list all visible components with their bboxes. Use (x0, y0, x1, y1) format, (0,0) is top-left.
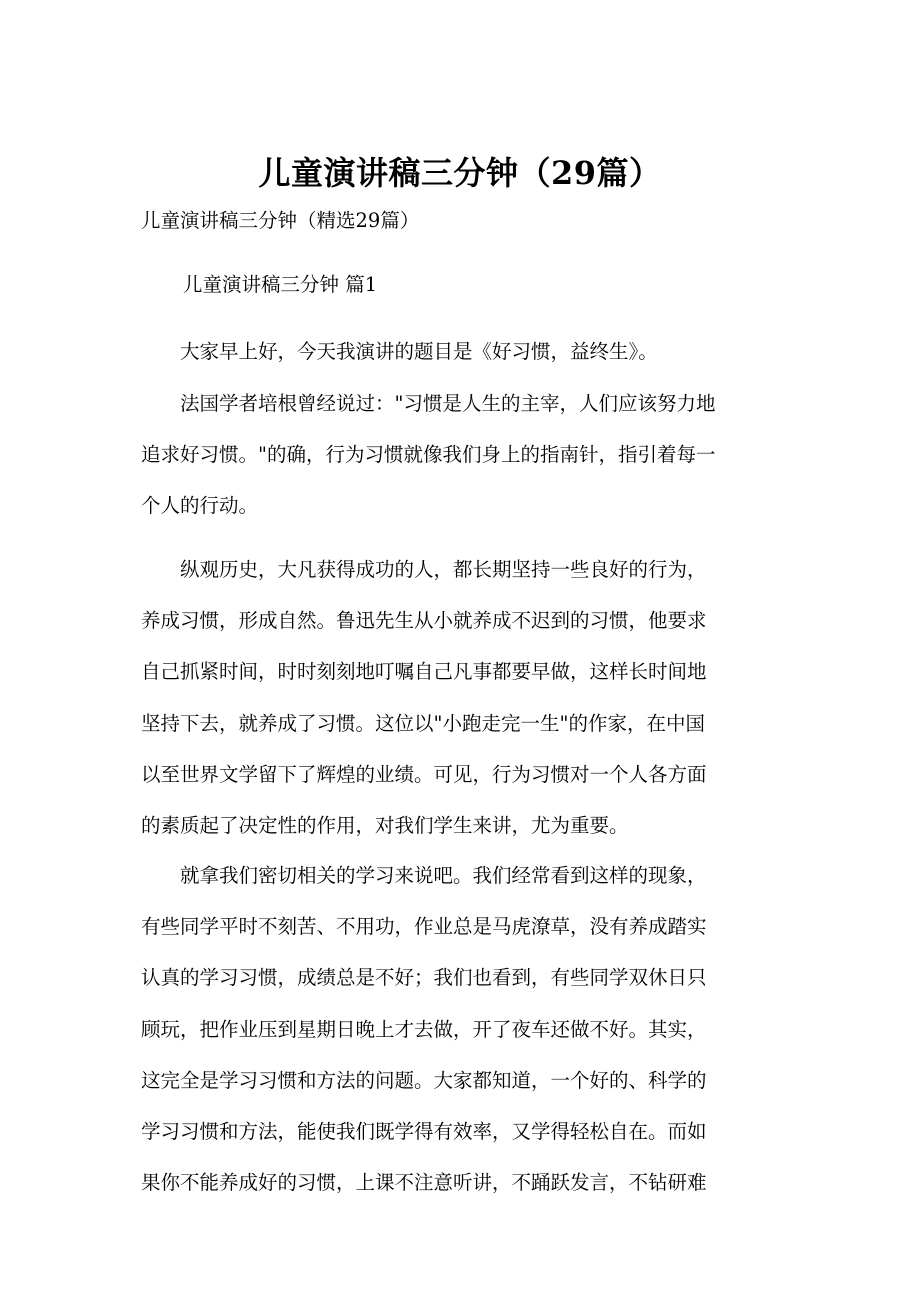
text-line: 自己抓紧时间，时时刻刻地叮嘱自己凡事都要早做，这样长时间地 (141, 660, 707, 684)
text-line: 个人的行动。 (141, 494, 259, 518)
document-title: 儿童演讲稿三分钟（29篇） (258, 154, 662, 192)
text-line: 顾玩，把作业压到星期日晚上才去做，开了夜车还做不好。其实， (141, 1017, 707, 1041)
text-line: 坚持下去，就养成了习惯。这位以"小跑走完一生"的作家，在中国 (141, 711, 705, 735)
text-line: 养成习惯，形成自然。鲁迅先生从小就养成不迟到的习惯，他要求 (141, 609, 707, 633)
text-line: 以至世界文学留下了辉煌的业绩。可见，行为习惯对一个人各方面 (141, 762, 707, 786)
document-subtitle: 儿童演讲稿三分钟（精选29篇） (141, 209, 420, 232)
text-line: 追求好习惯。"的确，行为习惯就像我们身上的指南针，指引着每一 (141, 443, 716, 467)
text-line: 大家早上好，今天我演讲的题目是《好习惯，益终生》。 (141, 340, 658, 363)
section-heading: 儿童演讲稿三分钟 篇1 (183, 273, 378, 296)
text-line: 纵观历史，大凡获得成功的人，都长期坚持一些良好的行为， (141, 558, 707, 581)
text-line: 认真的学习习惯，成绩总是不好；我们也看到，有些同学双休日只 (141, 966, 707, 990)
text-line: 果你不能养成好的习惯，上课不注意听讲，不踊跃发言，不钻研难 (141, 1171, 707, 1195)
text-line: 这完全是学习习惯和方法的问题。大家都知道，一个好的、科学的 (141, 1068, 707, 1092)
text-line: 有些同学平时不刻苦、不用功，作业总是马虎潦草，没有养成踏实 (141, 915, 707, 939)
text-line: 的素质起了决定性的作用，对我们学生来讲，尤为重要。 (141, 813, 629, 837)
paragraph-history (141, 544, 781, 851)
text-line: 法国学者培根曾经说过："习惯是人生的主宰，人们应该努力地 (141, 392, 716, 415)
text-line: 学习习惯和方法，能使我们既学得有效率，又学得轻松自在。而如 (141, 1119, 707, 1143)
paragraph-study-habits (141, 850, 781, 1208)
paragraph-greeting (141, 326, 781, 377)
text-line: 就拿我们密切相关的学习来说吧。我们经常看到这样的现象， (141, 864, 707, 887)
paragraph-bacon-quote (141, 378, 781, 532)
